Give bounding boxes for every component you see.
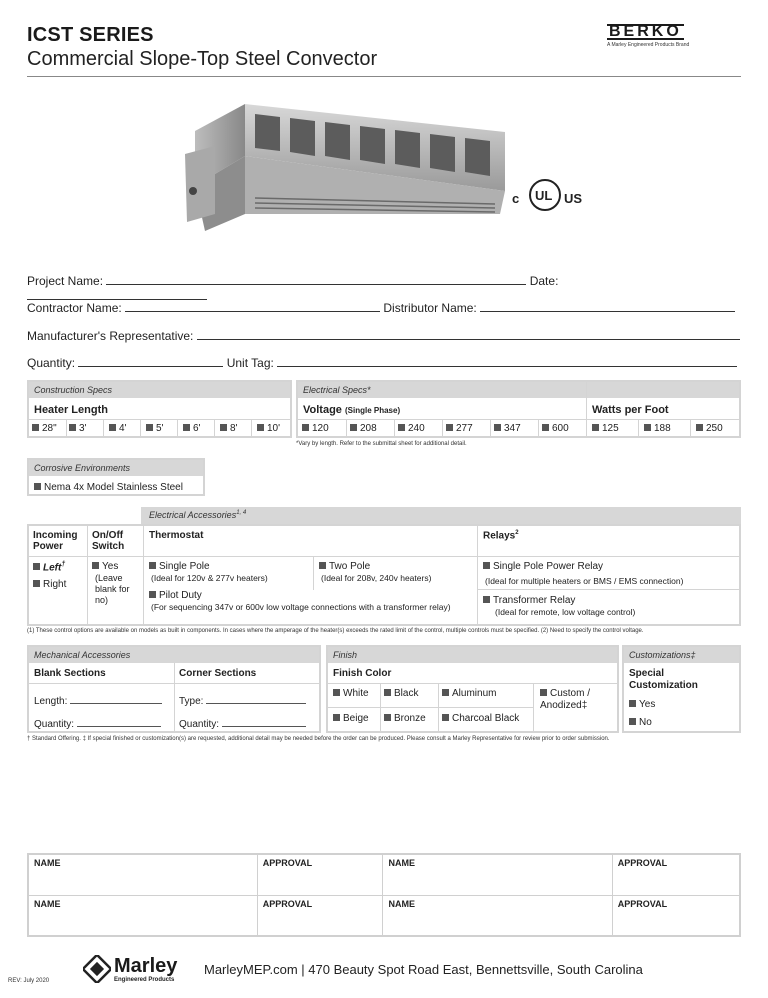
blank-length-row: Length: xyxy=(34,694,162,707)
product-subtitle: Commercial Slope-Top Steel Convector xyxy=(27,48,378,70)
approval-cell-4[interactable]: APPROVAL xyxy=(612,895,740,936)
electrical-band: Electrical Specs* xyxy=(298,382,739,398)
voltage-option-240[interactable]: 240 xyxy=(398,423,425,434)
watts-option-188[interactable]: 188 xyxy=(644,423,671,434)
cert-ul: UL xyxy=(535,188,553,203)
single-pole-option[interactable]: Single Pole xyxy=(149,561,210,572)
length-option-28in[interactable]: 28" xyxy=(32,423,57,434)
pilot-duty-note: (For sequencing 347v or 600v low voltage connections with a transformer relay) xyxy=(151,602,451,612)
finish-aluminum-option[interactable]: Aluminum xyxy=(442,688,496,699)
length-option-10ft[interactable]: 10' xyxy=(257,423,280,434)
finish-charcoal-black-option[interactable]: Charcoal Black xyxy=(442,713,519,724)
approval-cell-1[interactable]: APPROVAL xyxy=(257,854,383,895)
power-relay-option[interactable]: Single Pole Power Relay xyxy=(483,561,603,572)
two-pole-option[interactable]: Two Pole xyxy=(319,561,370,572)
footer-contact: MarleyMEP.com | 470 Beauty Spot Road East, Bennettsville, South Carolina xyxy=(204,962,643,977)
name-cell-1[interactable]: NAME xyxy=(28,854,257,895)
incoming-power-label: Incoming Power xyxy=(33,530,78,552)
watts-label: Watts per Foot xyxy=(592,404,669,416)
accessories-band-bg xyxy=(141,507,741,525)
contractor-name-field[interactable] xyxy=(125,300,380,312)
construction-band: Construction Specs xyxy=(29,382,290,398)
rep-row xyxy=(27,328,741,343)
approval-cell-3[interactable]: APPROVAL xyxy=(257,895,383,936)
accessories-footnote: (1) These control options are available on models as built in components. In cases where the amperage of the heater(s) exceeds the rated limit of the control, multiple controls must be specified. (2) Need to specify the control voltage. xyxy=(27,628,644,634)
onoff-note: (Leave blank for no) xyxy=(95,573,130,605)
quantity-field[interactable] xyxy=(78,355,223,367)
custom-yes-option[interactable]: Yes xyxy=(629,699,655,710)
berko-logo xyxy=(607,24,743,48)
finish-color-label: Finish Color xyxy=(333,668,392,679)
marley-logo xyxy=(83,955,193,985)
corner-quantity-row: Quantity: xyxy=(179,717,306,730)
pilot-duty-option[interactable]: Pilot Duty xyxy=(149,590,202,601)
heater-length-label: Heater Length xyxy=(34,404,108,416)
length-option-8ft[interactable]: 8' xyxy=(220,423,237,434)
voltage-options xyxy=(298,420,739,437)
voltage-option-120[interactable]: 120 xyxy=(302,423,329,434)
standard-offering-note: † Standard Offering. ‡ If special finished or customization(s) are requested, additional detail may be needed before the order can be produced. Please consult a Marley Representative for review prior to order submission. xyxy=(27,736,610,742)
length-option-5ft[interactable]: 5' xyxy=(146,423,163,434)
approval-table xyxy=(27,853,741,937)
finish-custom-option[interactable]: Custom / Anodized‡ xyxy=(540,688,591,711)
blank-quantity-field[interactable] xyxy=(77,717,161,727)
watts-option-250[interactable]: 250 xyxy=(696,423,723,434)
voltage-label: Voltage (Single Phase) xyxy=(303,404,401,416)
revision-date: REV: July 2020 xyxy=(8,978,50,984)
marley-wordmark: Marley xyxy=(114,955,178,977)
corner-type-field[interactable] xyxy=(206,694,306,704)
convector-product-image xyxy=(175,96,515,246)
electrical-specs-section xyxy=(296,380,741,438)
voltage-option-208[interactable]: 208 xyxy=(350,423,377,434)
brand-wordmark: BERKO xyxy=(609,23,682,40)
relays-label: Relays$^2$ xyxy=(483,530,519,542)
marley-sub: Engineered Products xyxy=(114,977,175,983)
customizations-band: Customizations‡ xyxy=(624,647,739,663)
finish-beige-option[interactable]: Beige xyxy=(333,713,369,724)
length-option-3ft[interactable]: 3' xyxy=(69,423,86,434)
contractor-row xyxy=(27,300,741,315)
name-cell-3[interactable]: NAME xyxy=(28,895,257,936)
incoming-right-option[interactable]: Right xyxy=(33,579,66,590)
transformer-relay-note: (Ideal for remote, low voltage control) xyxy=(495,607,636,617)
custom-no-option[interactable]: No xyxy=(629,717,652,728)
voltage-sub: (Single Phase) xyxy=(344,406,401,415)
corner-quantity-field[interactable] xyxy=(222,717,306,727)
voltage-option-600[interactable]: 600 xyxy=(542,423,569,434)
customizations-section xyxy=(622,645,741,733)
single-pole-note: (Ideal for 120v & 277v heaters) xyxy=(151,573,268,583)
project-row xyxy=(27,273,741,303)
corner-type-row: Type: xyxy=(179,694,306,707)
onoff-yes-option[interactable]: Yes xyxy=(92,561,118,572)
finish-band: Finish xyxy=(328,647,617,663)
thermostat-label: Thermostat xyxy=(149,530,204,541)
mechanical-section xyxy=(27,645,321,733)
date-field[interactable] xyxy=(27,288,207,300)
ul-listed-mark xyxy=(512,170,592,220)
heater-length-options xyxy=(29,420,290,437)
voltage-note: *Vary by length. Refer to the submittal sheet for additional detail. xyxy=(296,441,467,447)
power-relay-note: (Ideal for multiple heaters or BMS / EMS connection) xyxy=(485,576,684,586)
finish-black-option[interactable]: Black xyxy=(384,688,418,699)
length-option-4ft[interactable]: 4' xyxy=(109,423,126,434)
name-cell-2[interactable]: NAME xyxy=(383,854,612,895)
contractor-name-label: Contractor Name: xyxy=(27,301,122,315)
cert-c: c xyxy=(512,191,520,206)
special-customization-label: Special Customization xyxy=(629,668,698,691)
nema-4x-option[interactable]: Nema 4x Model Stainless Steel xyxy=(34,482,183,493)
brand-tagline: A Marley Engineered Products Brand xyxy=(607,42,690,48)
name-cell-4[interactable]: NAME xyxy=(383,895,612,936)
voltage-option-347[interactable]: 347 xyxy=(494,423,521,434)
series-title: ICST SERIES xyxy=(27,24,154,46)
unit-tag-label: Unit Tag: xyxy=(226,356,274,370)
finish-section xyxy=(326,645,619,733)
blank-quantity-row: Quantity: xyxy=(34,717,161,730)
watts-option-125[interactable]: 125 xyxy=(592,423,619,434)
corrosive-section xyxy=(27,458,205,496)
date-label: Date: xyxy=(529,274,559,288)
length-option-6ft[interactable]: 6' xyxy=(183,423,200,434)
accessories-band: Electrical Accessories$^{1, 4}$ xyxy=(149,510,247,520)
manufacturers-rep-label: Manufacturer's Representative: xyxy=(27,329,194,343)
distributor-name-field[interactable] xyxy=(480,300,735,312)
header-divider xyxy=(27,76,741,77)
voltage-option-277[interactable]: 277 xyxy=(446,423,473,434)
construction-specs-section xyxy=(27,380,292,438)
transformer-relay-option[interactable]: Transformer Relay xyxy=(483,595,575,606)
finish-bronze-option[interactable]: Bronze xyxy=(384,713,426,724)
corrosive-band: Corrosive Environments xyxy=(29,460,203,476)
incoming-left-option[interactable]: Left† xyxy=(33,561,65,573)
quantity-row xyxy=(27,355,741,370)
project-name-field[interactable] xyxy=(106,273,526,285)
electrical-accessories-section xyxy=(27,524,741,626)
quantity-label: Quantity: xyxy=(27,356,76,370)
cert-us: US xyxy=(564,191,583,206)
manufacturers-rep-field[interactable] xyxy=(197,328,740,340)
finish-white-option[interactable]: White xyxy=(333,688,369,699)
marley-diamond-icon xyxy=(83,955,111,983)
unit-tag-field[interactable] xyxy=(277,355,737,367)
distributor-name-label: Distributor Name: xyxy=(383,301,477,315)
two-pole-note: (Ideal for 208v, 240v heaters) xyxy=(321,573,432,583)
blank-sections-label: Blank Sections xyxy=(34,668,106,679)
project-name-label: Project Name: xyxy=(27,274,104,288)
approval-cell-2[interactable]: APPROVAL xyxy=(612,854,740,895)
blank-length-field[interactable] xyxy=(70,694,162,704)
mechanical-band: Mechanical Accessories xyxy=(29,647,319,663)
corner-sections-label: Corner Sections xyxy=(179,668,257,679)
onoff-switch-label: On/Off Switch xyxy=(92,530,125,552)
